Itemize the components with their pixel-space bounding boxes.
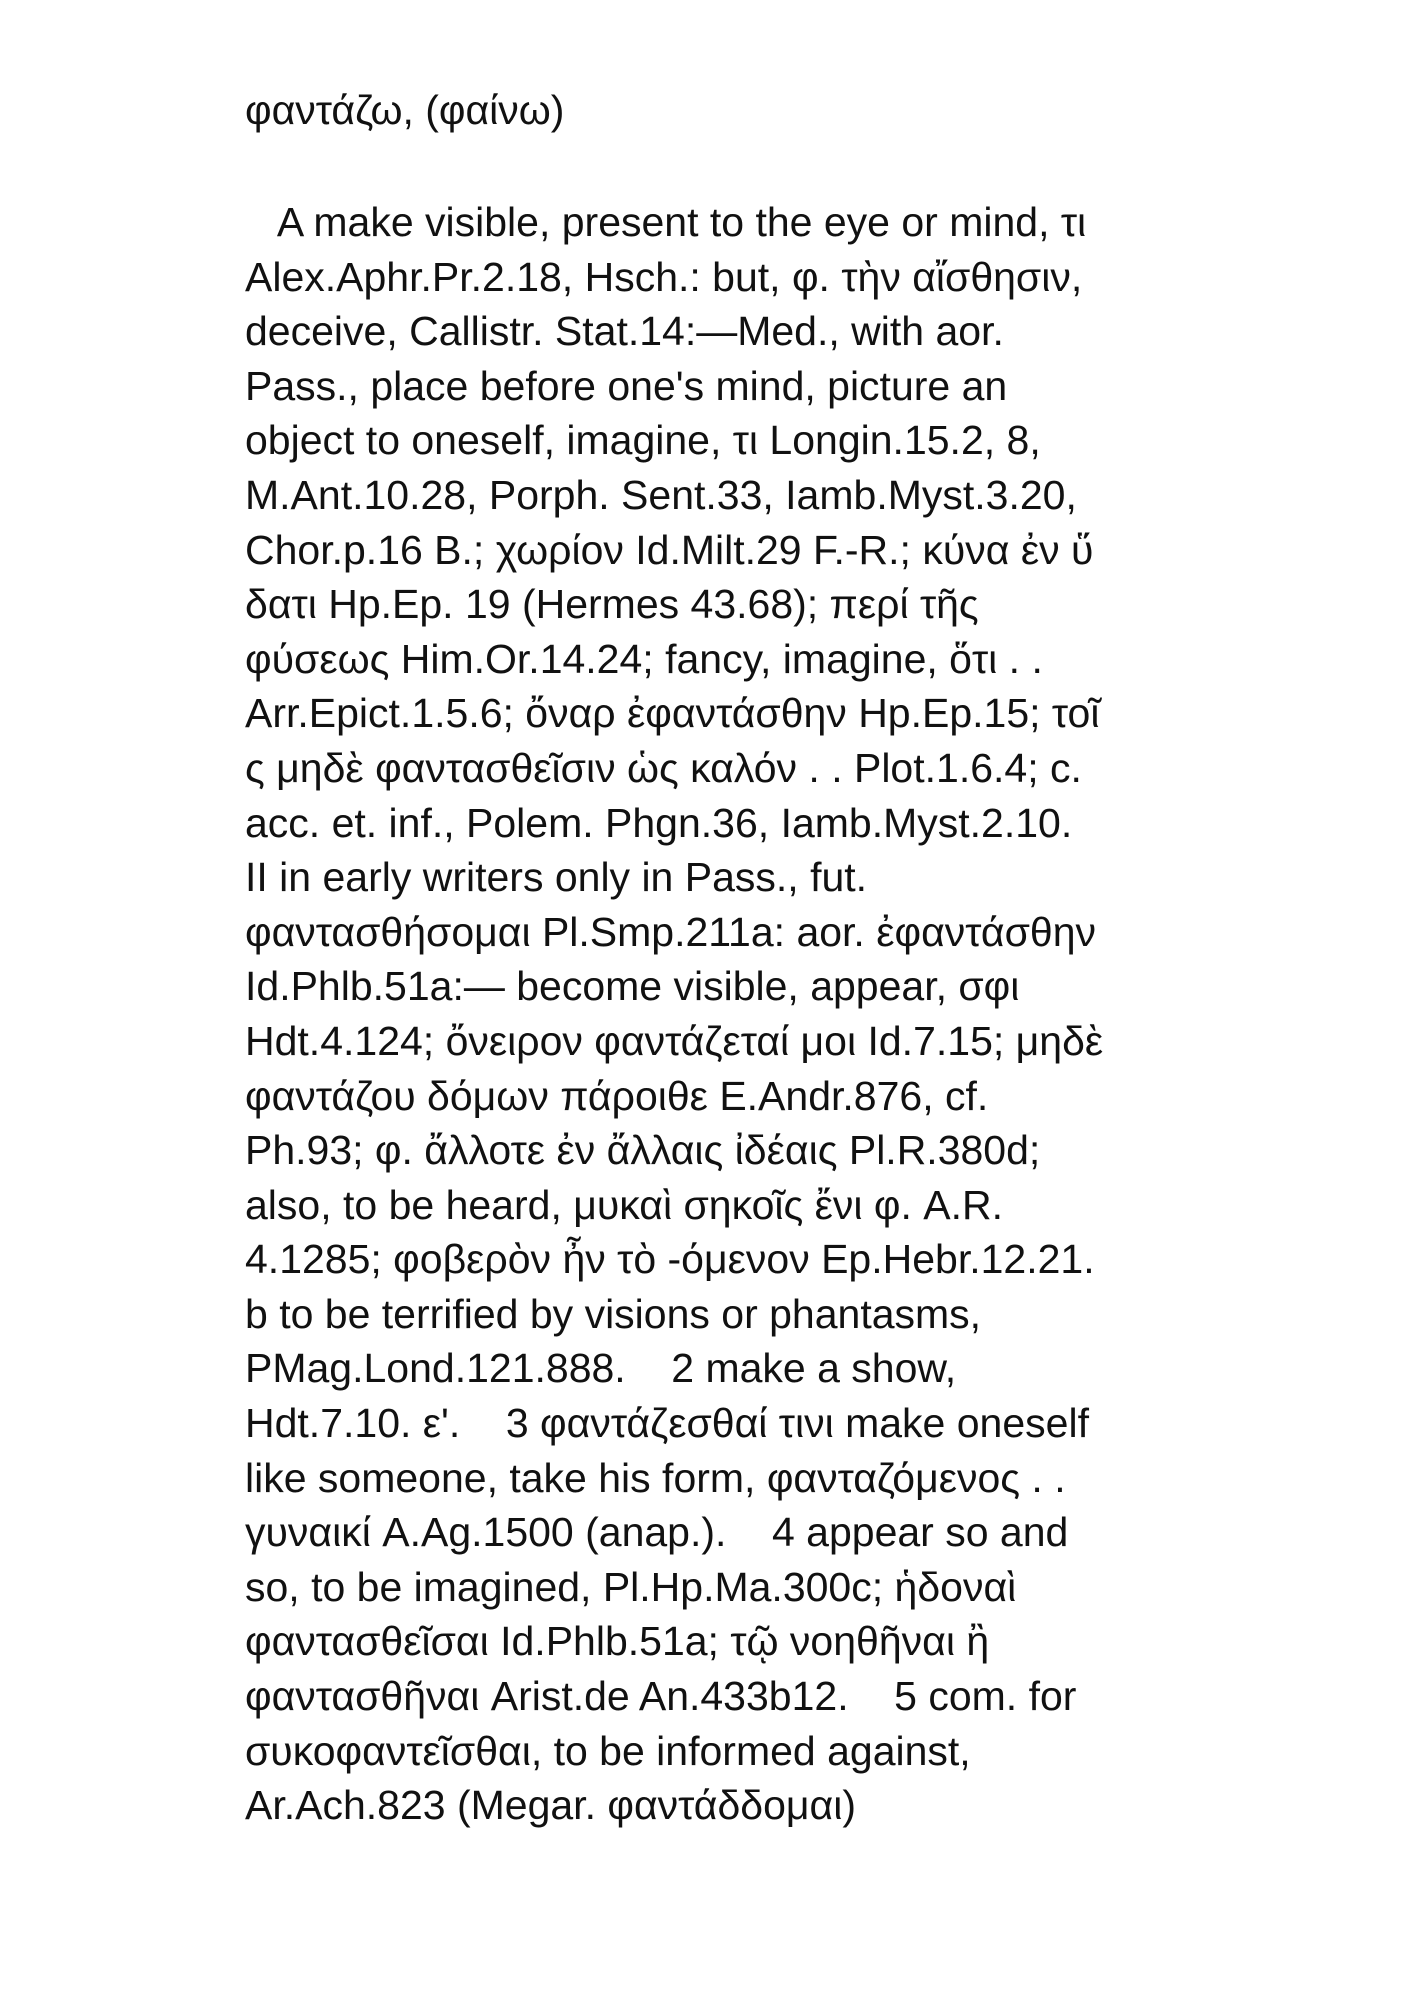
- entry-line: δατι Hp.Ep. 19 (Hermes 43.68); περί τῆς: [245, 581, 979, 628]
- entry-line: φαντασθήσομαι Pl.Smp.211a: aor. ἐφαντάσθην: [245, 908, 1097, 955]
- entry-line: φαντασθῆναι Arist.de An.433b12. 5 com. for: [245, 1673, 1077, 1720]
- entry-line: deceive, Callistr. Stat.14:—Med., with aor.: [245, 308, 1004, 355]
- entry-line: II in early writers only in Pass., fut.: [245, 854, 868, 901]
- entry-line: Pass., place before one's mind, picture an: [245, 362, 1008, 409]
- headword: φαντάζω, (φαίνω): [245, 87, 565, 133]
- entry-line: PMag.Lond.121.888. 2 make a show,: [245, 1345, 957, 1392]
- entry-line: Chor.p.16 B.; χωρίον Id.Milt.29 F.-R.; κύνα ἐν ὕ: [245, 526, 1094, 573]
- entry-line: Hdt.4.124; ὄνειρον φαντάζεταί μοι Id.7.15; μηδὲ: [245, 1017, 1104, 1064]
- entry-line: Arr.Epict.1.5.6; ὄναρ ἐφαντάσθην Hp.Ep.15; τοῖ: [245, 690, 1100, 737]
- entry-line: συκοφαντεῖσθαι, to be informed against,: [245, 1727, 971, 1774]
- entry-line: Ar.Ach.823 (Megar. φαντάδδομαι): [245, 1782, 856, 1829]
- entry-line: like someone, take his form, φανταζόμενος . .: [245, 1454, 1066, 1501]
- entry-line: γυναικί A.Ag.1500 (anap.). 4 appear so and: [245, 1509, 1069, 1556]
- entry-line: Hdt.7.10. ε'. 3 φαντάζεσθαί τινι make oneself: [245, 1400, 1089, 1447]
- entry-line: A make visible, present to the eye or mind, τι: [245, 199, 1087, 245]
- entry-line: b to be terrified by visions or phantasms,: [245, 1290, 982, 1337]
- entry-line: φαντάζου δόμων πάροιθε E.Andr.876, cf.: [245, 1072, 989, 1119]
- entry-body: [245, 195, 1245, 1833]
- entry-line: Id.Phlb.51a:— become visible, appear, σφι: [245, 963, 1020, 1010]
- entry-line: M.Ant.10.28, Porph. Sent.33, Iamb.Myst.3.20,: [245, 471, 1077, 518]
- entry-line: 4.1285; φοβερὸν ἦν τὸ -όμενον Ep.Hebr.12.21.: [245, 1236, 1095, 1283]
- entry-line: object to oneself, imagine, τι Longin.15.2, 8,: [245, 417, 1041, 464]
- entry-line: Alex.Aphr.Pr.2.18, Hsch.: but, φ. τὴν αἴσθησιν,: [245, 253, 1083, 300]
- entry-line: acc. et. inf., Polem. Phgn.36, Iamb.Myst.2.10.: [245, 799, 1073, 846]
- entry-line: ς μηδὲ φαντασθεῖσιν ὡς καλόν . . Plot.1.6.4; c.: [245, 744, 1082, 791]
- entry-line: so, to be imagined, Pl.Hp.Ma.300c; ἡδοναὶ: [245, 1563, 1017, 1610]
- entry-line: φαντασθεῖσαι Id.Phlb.51a; τῷ νοηθῆναι ἢ: [245, 1618, 990, 1665]
- entry-line: φύσεως Him.Or.14.24; fancy, imagine, ὅτι . .: [245, 635, 1043, 682]
- entry-line: Ph.93; φ. ἄλλοτε ἐν ἄλλαις ἰδέαις Pl.R.380d;: [245, 1127, 1041, 1174]
- entry-line: also, to be heard, μυκαὶ σηκοῖς ἔνι φ. A.R.: [245, 1181, 1004, 1228]
